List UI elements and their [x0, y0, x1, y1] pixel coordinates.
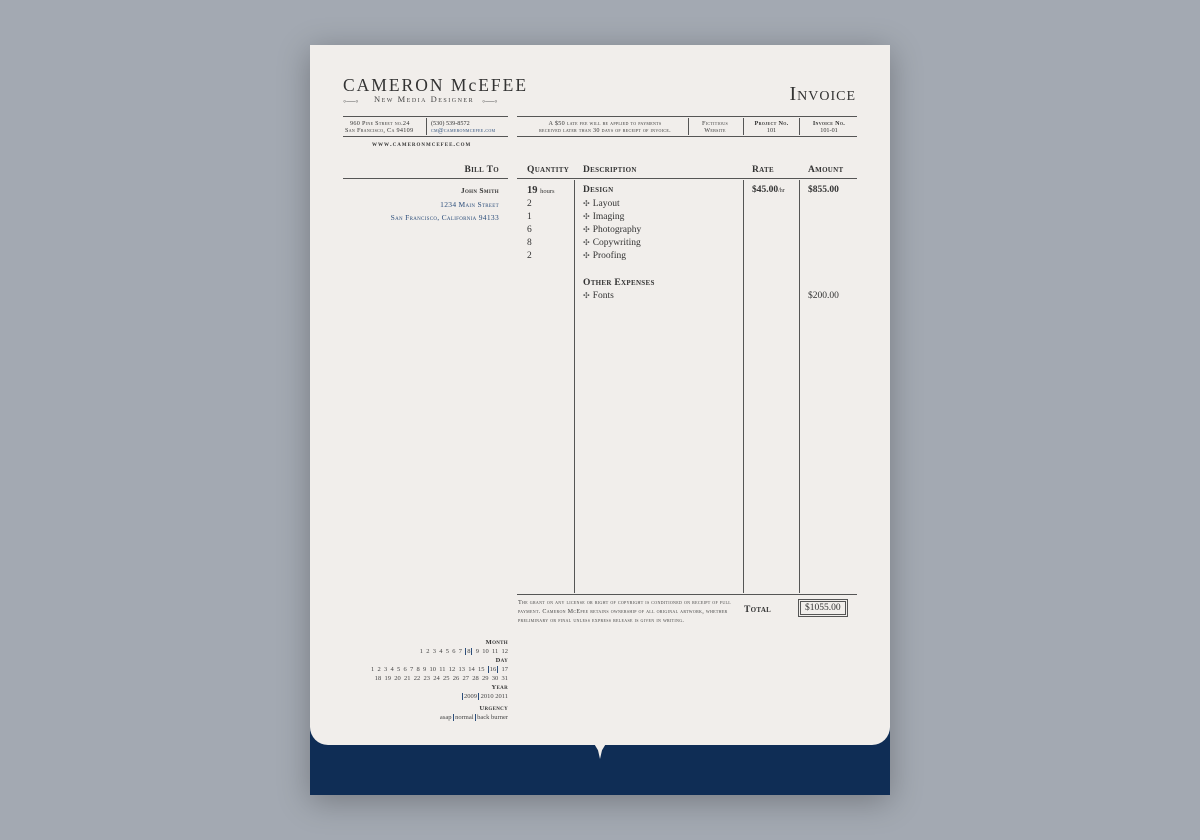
line-item: ✣ Photography: [583, 225, 642, 235]
day-option[interactable]: 10: [429, 666, 436, 673]
day-option[interactable]: 17: [501, 666, 508, 673]
column-header-quantity: Quantity: [527, 165, 570, 175]
invoice-paper: [310, 45, 890, 745]
company-name: CAMERON McEFEE: [343, 75, 529, 95]
day-option[interactable]: 12: [448, 666, 456, 673]
item-quantity: 6: [527, 225, 532, 235]
divider: [688, 118, 689, 135]
day-option[interactable]: 18: [374, 675, 382, 682]
day-option[interactable]: 4: [390, 666, 394, 673]
day-option[interactable]: 15: [478, 666, 485, 673]
other-expenses-title: Other Expenses: [583, 278, 655, 288]
address-city: San Francisco, Ca 94109: [345, 127, 414, 134]
day-option[interactable]: 14: [468, 666, 475, 673]
bullet-icon: ✣: [583, 238, 590, 247]
month-option[interactable]: 4: [439, 648, 443, 655]
day-selector-row-1[interactable]: [340, 666, 508, 673]
column-divider: [799, 180, 800, 593]
day-option[interactable]: 26: [452, 675, 460, 682]
rule: [517, 178, 857, 179]
urgency-option[interactable]: normal: [455, 714, 474, 721]
day-option[interactable]: 6: [403, 666, 407, 673]
design-title: Design: [583, 185, 614, 195]
day-option[interactable]: 9: [422, 666, 427, 673]
day-option[interactable]: 13: [458, 666, 465, 673]
item-quantity: 2: [527, 199, 532, 209]
total-label: Total: [744, 605, 772, 615]
client-name-1: Fictitious: [702, 120, 728, 127]
month-option[interactable]: 7: [458, 648, 462, 655]
client-name: John Smith: [460, 186, 499, 195]
website-link[interactable]: www.cameronmcefee.com: [372, 141, 472, 148]
total-value: $1055.00: [800, 601, 846, 615]
day-option[interactable]: 5: [396, 666, 401, 673]
document-title: Invoice: [789, 83, 856, 105]
month-option[interactable]: 5: [445, 648, 449, 655]
design-rate: $45.00/hr: [752, 185, 785, 195]
bullet-icon: ✣: [583, 291, 590, 300]
invoice-sheet: [310, 45, 890, 795]
month-option[interactable]: 9: [475, 648, 479, 655]
day-option[interactable]: 30: [491, 675, 499, 682]
line-item: ✣ Imaging: [583, 212, 625, 222]
month-option[interactable]: 6: [452, 648, 456, 655]
paper-notch: [590, 737, 610, 759]
month-option[interactable]: 10: [482, 648, 489, 655]
day-option[interactable]: 11: [439, 666, 446, 673]
year-label: Year: [491, 684, 508, 691]
day-option[interactable]: 1: [370, 666, 375, 673]
column-header-rate: Rate: [752, 165, 774, 175]
bullet-icon: ✣: [583, 225, 590, 234]
bullet-icon: ✣: [583, 251, 590, 260]
fonts-amount: $200.00: [808, 291, 839, 301]
year-selector[interactable]: [340, 693, 508, 700]
rule: [343, 136, 508, 137]
year-option[interactable]: 2010: [480, 693, 494, 700]
day-option[interactable]: 29: [482, 675, 489, 682]
day-option[interactable]: 20: [394, 675, 401, 682]
day-option[interactable]: 28: [472, 675, 479, 682]
rule: [343, 116, 508, 117]
bullet-icon: ✣: [583, 199, 590, 208]
copyright-terms: The grant on any license or right of copyright is conditioned on receipt of full payment. Cameron McEfee retains ownership of all original artwork, whether preliminary or final unless express release is given in writing.: [518, 600, 732, 624]
late-fee-note-2: received later than 30 days of receipt of invoice.: [539, 127, 671, 134]
month-option[interactable]: 11: [491, 648, 499, 655]
column-divider: [743, 180, 744, 593]
bill-to-label: Bill To: [464, 165, 499, 175]
day-option[interactable]: 2: [377, 666, 381, 673]
client-street: 1234 Main Street: [440, 200, 499, 209]
day-label: Day: [495, 657, 508, 664]
month-option[interactable]: 3: [432, 648, 436, 655]
line-item: ✣ Copywriting: [583, 238, 641, 248]
day-option[interactable]: 23: [423, 675, 430, 682]
line-item: ✣ Fonts: [583, 291, 614, 301]
total-value-box: [800, 603, 846, 613]
day-option[interactable]: 7: [409, 666, 414, 673]
invoice-number: 101-01: [820, 127, 838, 134]
item-quantity: 2: [527, 251, 532, 261]
day-option[interactable]: 16: [489, 666, 497, 673]
urgency-selector[interactable]: [340, 714, 508, 721]
flourish-right-icon: ◦—◦: [482, 96, 498, 106]
flourish-left-icon: ◦—◦: [343, 96, 359, 106]
year-option[interactable]: 2011: [495, 693, 508, 700]
project-number: 101: [766, 127, 777, 134]
day-option[interactable]: 31: [501, 675, 508, 682]
bullet-icon: ✣: [583, 212, 590, 221]
email-link[interactable]: cm@cameronmcefee.com: [431, 127, 496, 134]
column-header-amount: Amount: [808, 165, 844, 175]
divider: [743, 118, 744, 135]
urgency-option[interactable]: back burner: [477, 714, 508, 721]
day-option[interactable]: 24: [433, 675, 440, 682]
month-label: Month: [485, 639, 508, 646]
address-street: 960 Pine Street no.24: [350, 120, 410, 127]
column-header-description: Description: [583, 165, 637, 175]
project-label: Project No.: [754, 120, 789, 127]
item-quantity: 1: [527, 212, 532, 222]
rule: [517, 116, 857, 117]
year-option[interactable]: 2009: [463, 693, 477, 700]
month-option[interactable]: 8: [467, 648, 471, 655]
item-quantity: 8: [527, 238, 532, 248]
day-option[interactable]: 3: [383, 666, 388, 673]
late-fee-note-1: A $50 late fee will be applied to payments: [548, 120, 662, 127]
phone: (530) 539-8572: [431, 120, 470, 127]
rule: [517, 136, 857, 137]
day-option[interactable]: 21: [404, 675, 411, 682]
day-selector-row-2[interactable]: [340, 675, 508, 682]
client-name-2: Website: [704, 127, 726, 134]
line-item: ✣ Proofing: [583, 251, 626, 261]
month-option[interactable]: 12: [501, 648, 508, 655]
day-option[interactable]: 19: [384, 675, 391, 682]
day-option[interactable]: 8: [416, 666, 420, 673]
month-selector[interactable]: [340, 648, 508, 655]
line-item: ✣ Layout: [583, 199, 620, 209]
day-option[interactable]: 25: [443, 675, 450, 682]
month-option[interactable]: 1: [419, 648, 423, 655]
design-quantity: 19 hours: [527, 185, 555, 196]
invoice-number-label: Invoice No.: [812, 120, 846, 127]
divider: [799, 118, 800, 135]
client-city: San Francisco, California 94133: [390, 213, 499, 222]
urgency-option[interactable]: asap: [439, 714, 452, 721]
urgency-label: Urgency: [479, 705, 508, 712]
day-option[interactable]: 22: [413, 675, 421, 682]
company-title: New Media Designer: [374, 94, 475, 104]
rule: [517, 594, 857, 595]
column-divider: [574, 180, 575, 593]
rule: [343, 178, 508, 179]
divider: [426, 118, 427, 135]
month-option[interactable]: 2: [426, 648, 430, 655]
day-option[interactable]: 27: [462, 675, 469, 682]
design-amount: $855.00: [808, 185, 839, 195]
